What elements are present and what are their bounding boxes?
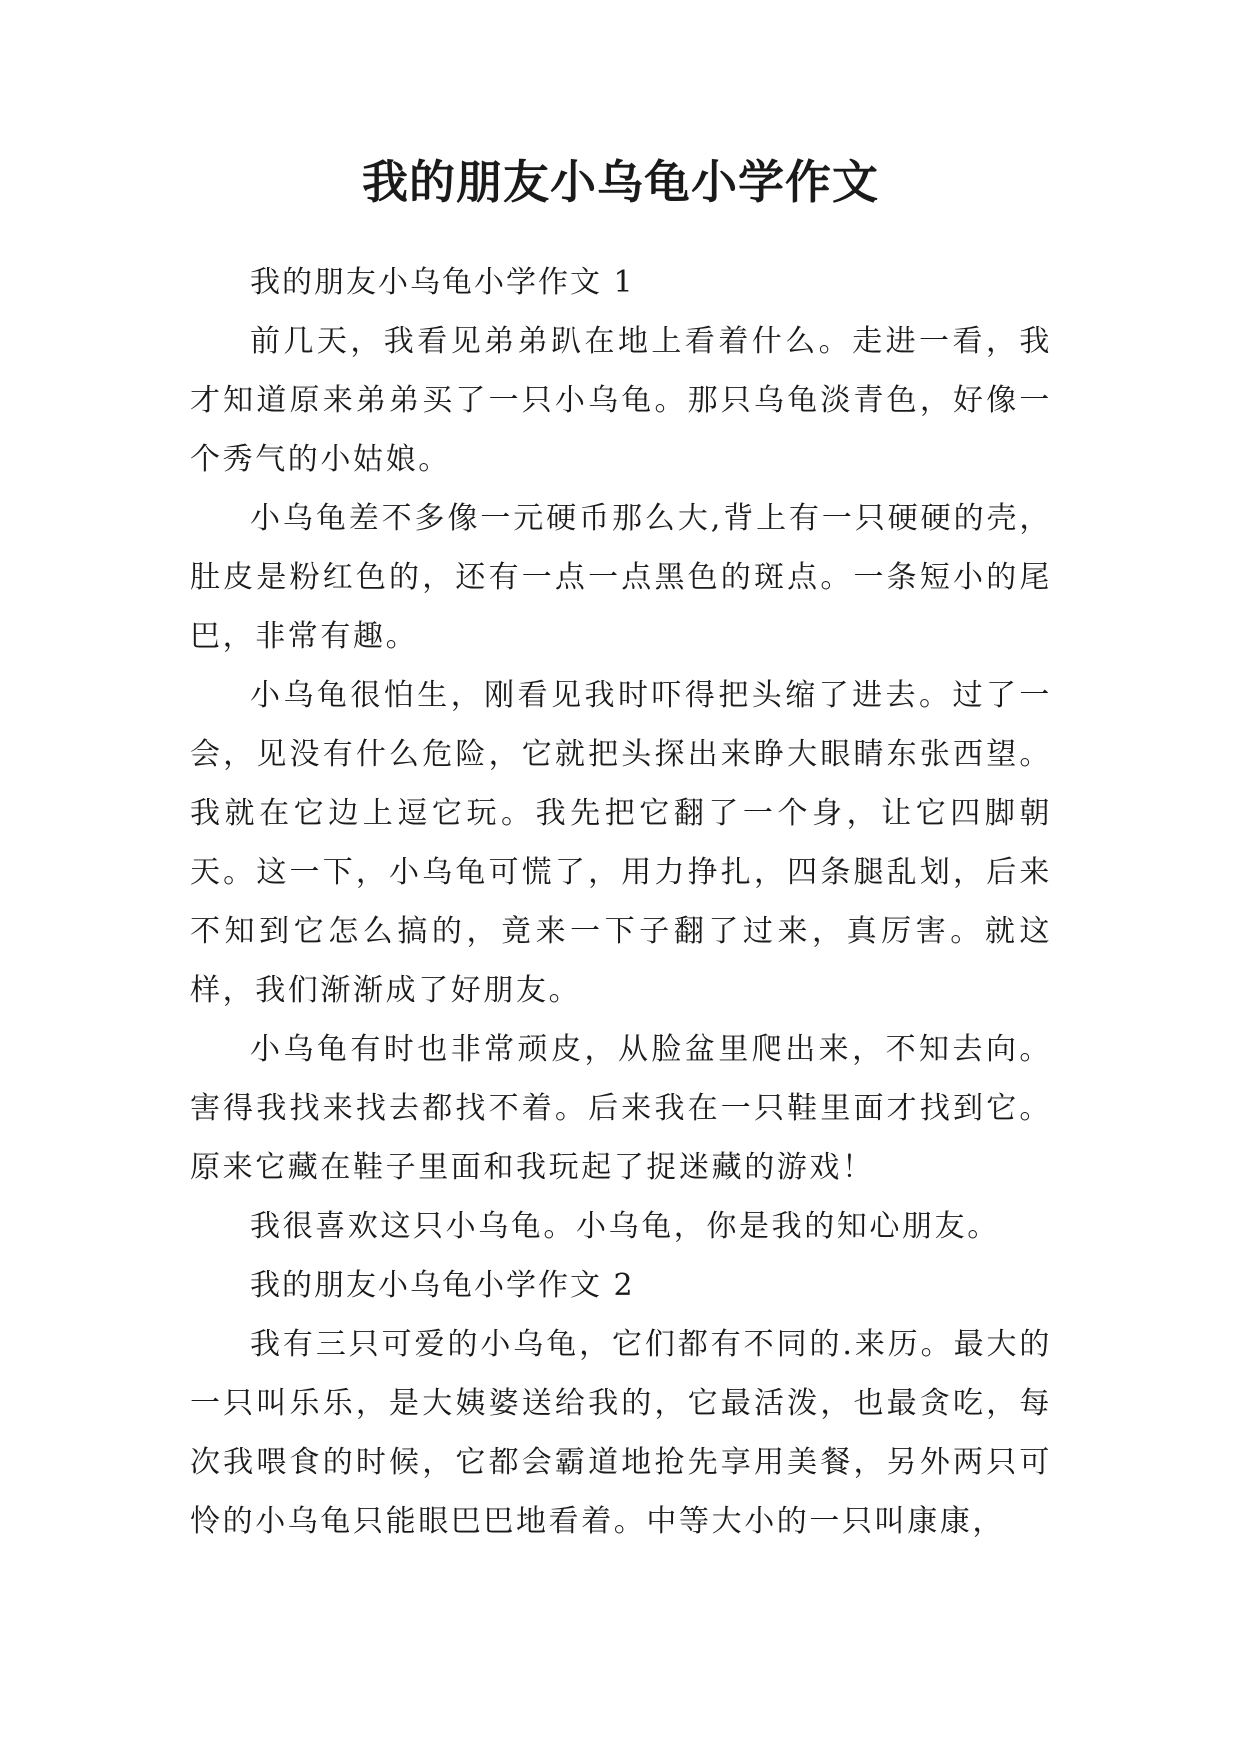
document-body [190,253,1052,1551]
document-title: 我的朋友小乌龟小学作文 [362,155,879,209]
paragraph-2: 小乌龟差不多像一元硬币那么大,背上有一只硬硬的壳，肚皮是粉红色的，还有一点一点黑色的斑点。一条短小的尾巴，非常有趣。 [190,501,1052,654]
paragraph-3: 小乌龟很怕生，刚看见我时吓得把头缩了进去。过了一会，见没有什么危险，它就把头探出来睁大眼睛东张西望。我就在它边上逗它玩。我先把它翻了一个身，让它四脚朝天。这一下，小乌龟可慌了，用力挣扎，四条腿乱划，后来不知到它怎么搞的，竟来一下子翻了过来，真厉害。就这样，我们渐渐成了好朋友。 [190,678,1052,1008]
paragraph-6: 我有三只可爱的小乌龟，它们都有不同的.来历。最大的一只叫乐乐，是大姨婆送给我的，它最活泼，也最贪吃，每次我喂食的时候，它都会霸道地抢先享用美餐，另外两只可怜的小乌龟只能眼巴巴地看着。中等大小的一只叫康康， [190,1327,1052,1539]
section-heading-2: 我的朋友小乌龟小学作文 2 [250,1268,635,1303]
section-heading-1: 我的朋友小乌龟小学作文 1 [250,265,635,300]
paragraph-5: 我很喜欢这只小乌龟。小乌龟，你是我的知心朋友。 [250,1209,1000,1244]
paragraph-4: 小乌龟有时也非常顽皮，从脸盆里爬出来，不知去向。害得我找来找去都找不着。后来我在一只鞋里面才找到它。原来它藏在鞋子里面和我玩起了捉迷藏的游戏！ [190,1032,1052,1185]
paragraph-1: 前几天，我看见弟弟趴在地上看着什么。走进一看，我才知道原来弟弟买了一只小乌龟。那只乌龟淡青色，好像一个秀气的小姑娘。 [190,324,1052,477]
